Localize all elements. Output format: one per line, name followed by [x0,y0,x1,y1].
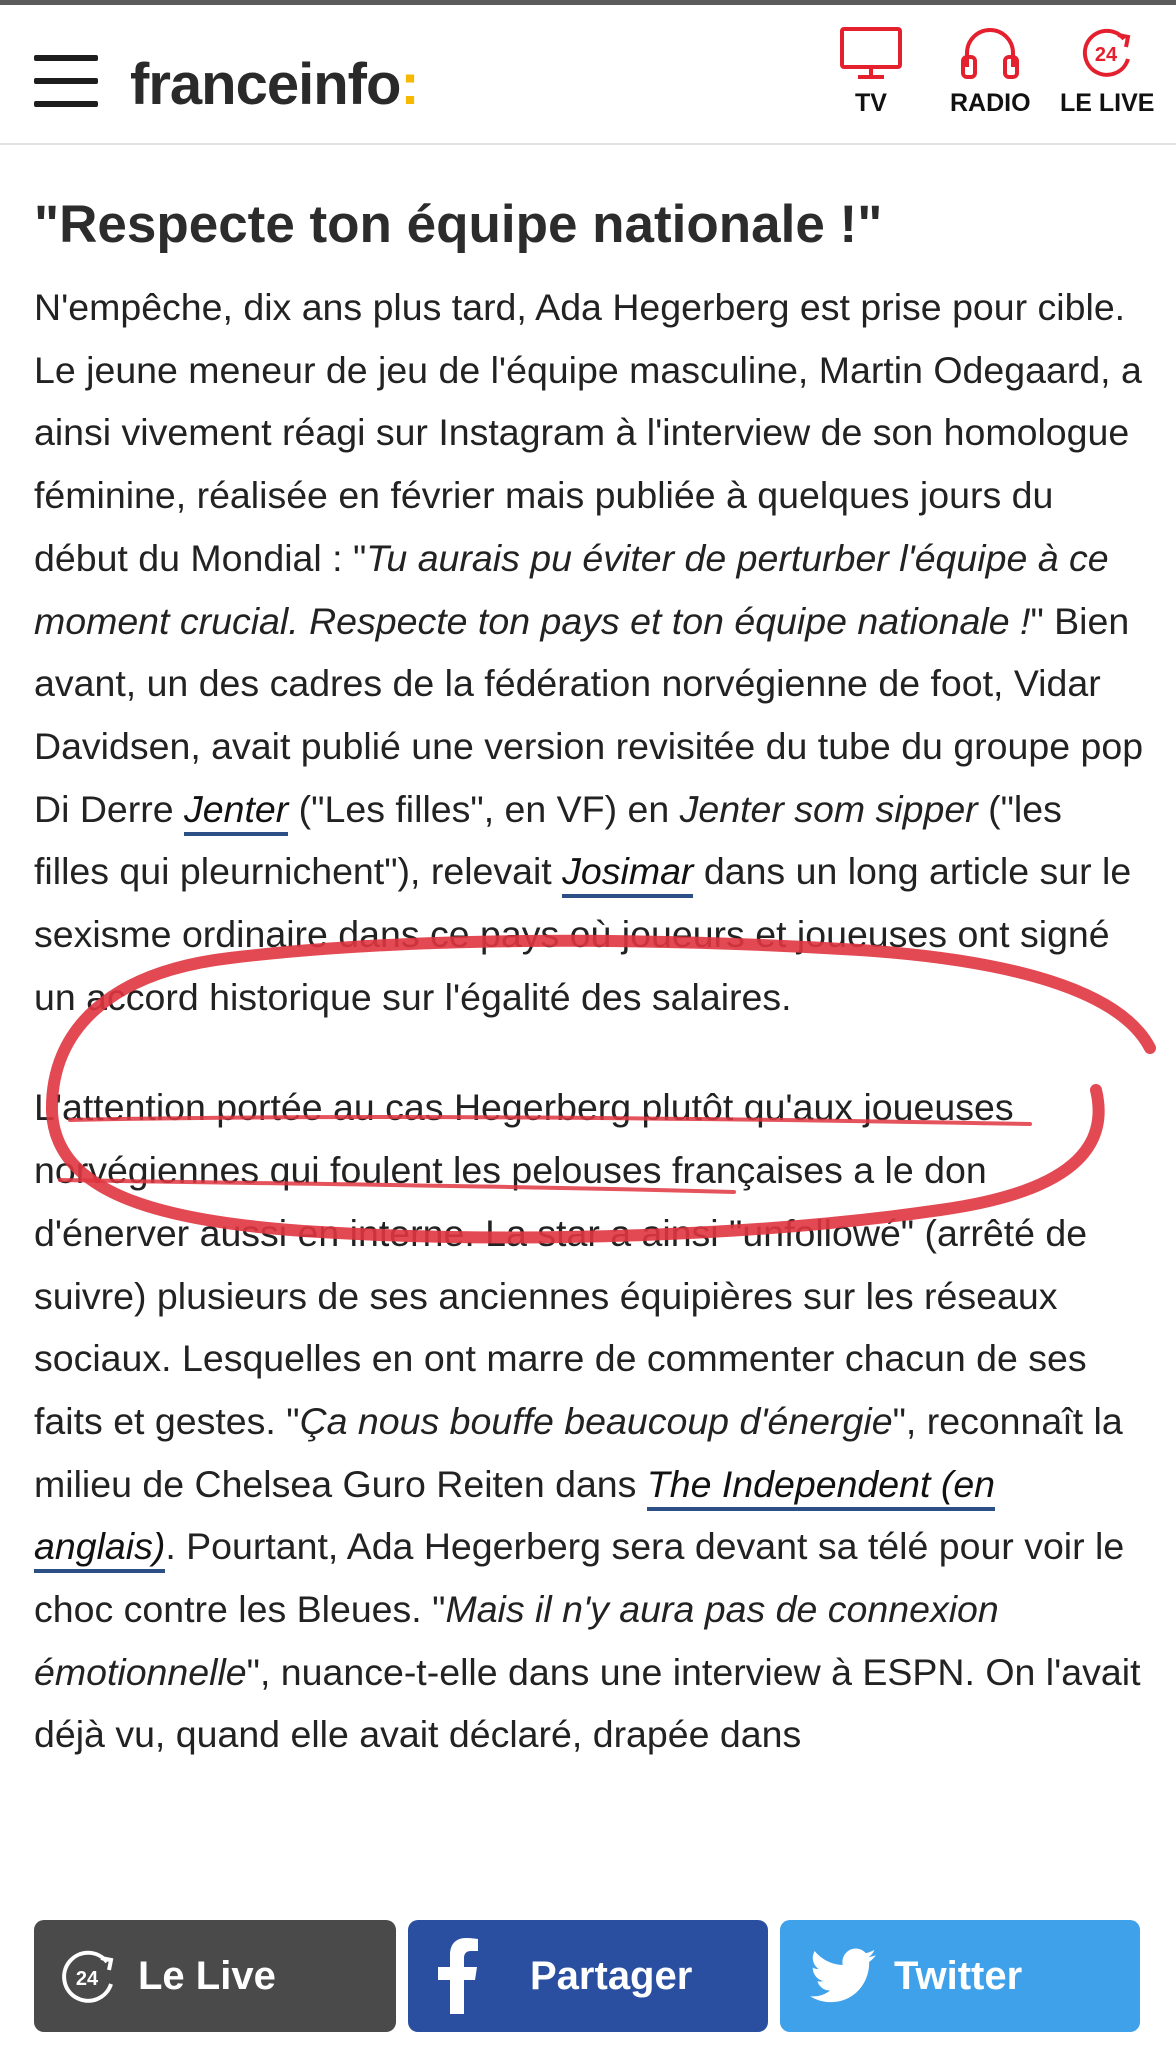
twitter-label: Twitter [894,1953,1023,1998]
le-live-button[interactable] [34,1920,396,2032]
nav-radio[interactable] [950,25,1031,118]
24h-live-icon [1074,25,1140,81]
section-heading: "Respecte ton équipe nationale !" [34,195,883,254]
twitter-bird-icon [810,1948,876,2004]
hegerberg-quote: Mais il n'y aura pas de connexion émotionnelle [34,1588,999,1693]
menu-icon[interactable] [34,55,98,107]
nav-live[interactable] [1060,25,1154,118]
article-body [34,190,1144,1766]
song-title: Jenter som sipper [679,787,978,830]
svg-text:24: 24 [1095,44,1118,66]
nav-radio-label: RADIO [950,89,1031,117]
reiten-quote: Ça nous bouffe beaucoup d'énergie [299,1399,893,1442]
twitter-button[interactable] [780,1920,1140,2032]
nav-tv-label: TV [855,89,887,117]
link-the-independent[interactable]: The Independent (en anglais) [34,1463,995,1574]
share-bar [0,1906,1176,2048]
link-josimar[interactable]: Josimar [562,850,693,898]
24h-icon [52,1946,124,2006]
nav-tv[interactable] [838,25,904,118]
odegaard-quote: Tu aurais pu éviter de perturber l'équipe à ce moment crucial. Respecte ton pays et ton équipe nationale ! [34,536,1109,642]
site-header [0,5,1176,145]
svg-text:24: 24 [75,1968,99,1990]
facebook-icon [432,1938,482,2014]
le-live-label: Le Live [138,1953,276,1998]
tv-icon [838,25,904,81]
partager-label: Partager [530,1953,693,1998]
paragraph-2: L'attention portée au cas Hegerberg plutôt qu'aux joueuses norvégiennes qui foulent les pelouses françaises a le don d'énerver aussi en interne. La star a ainsi "unfollowé" (arrêté de suivre) plusieurs de ses anciennes équipières sur les réseaux sociaux. Lesquelles en ont marre de commenter chacun de ses faits et gestes. "Ça nous bouffe beaucoup d'énergie", reconnaît la milieu de Chelsea Guro Reiten dans The Independent (en anglais). Pourtant, Ada Hegerberg sera devant sa télé pour voir le choc contre les Bleues. "Mais il n'y aura pas de connexion émotionnelle", nuance-t-elle dans une interview à ESPN. On l'avait déjà vu, quand elle avait déclaré, drapée dans [34,1086,1141,1756]
partager-button[interactable] [408,1920,768,2032]
headphones-icon [957,25,1023,81]
paragraph-1: N'empêche, dix ans plus tard, Ada Hegerberg est prise pour cible. Le jeune meneur de jeu de l'équipe masculine, Martin Odegaard, a ainsi vivement réagi sur Instagram à l'interview de son homologue féminine, réalisée en février mais publiée à quelques jours du début du Mondial : "Tu aurais pu éviter de perturber l'équipe à ce moment crucial. Respecte ton pays et ton équipe nationale !" Bien avant, un des cadres de la fédération norvégienne de foot, Vidar Davidsen, avait publié une version revisitée du tube du groupe pop Di Derre Jenter ("Les filles", en VF) en Jenter som sipper ("les filles qui pleurnichent"), relevait Josimar dans un long article sur le sexisme ordinaire dans ce pays où joueurs et joueuses ont signé un accord historique sur l'égalité des salaires. [34,286,1144,1018]
franceinfo-logo[interactable]: franceinfo: [130,52,419,117]
nav-live-label: LE LIVE [1060,89,1155,117]
link-jenter[interactable]: Jenter [184,788,288,836]
